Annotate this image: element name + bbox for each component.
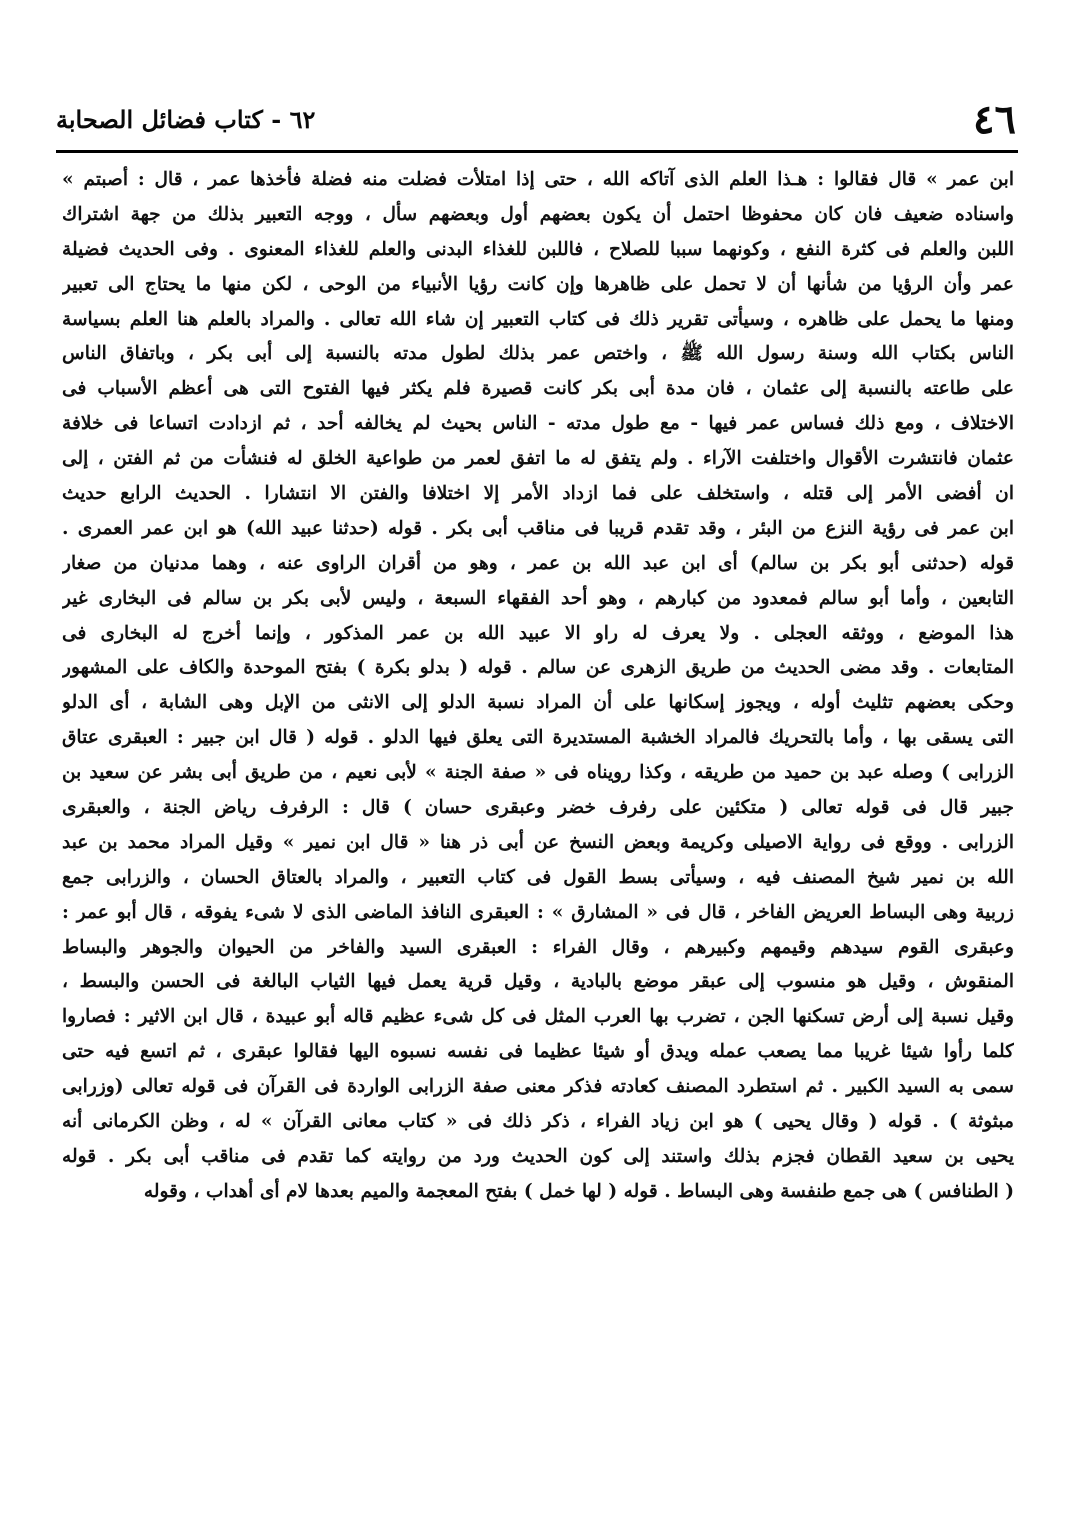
text-line: الاختلاف ، ومع ذلك فساس عمر فيها - مع طول مدته - الناس بحيث لم يخالفه أحد ، ثم ازدادت اتساعا فى خلافة [62,413,1014,435]
text-line: ابن عمر فى رؤية النزع من البئر ، وقد تقدم قريبا فى مناقب أبى بكر . قوله (حدثنا عبيد الله) هو ابن عمر العمرى . [62,517,1014,539]
text-line: الزرابى ) وصله عبد بن حميد من طريقه ، وكذا رويناه فى « صفة الجنة » لأبى نعيم ، من طريق أبى بشر عن سعيد بن [62,762,1014,784]
text-line: وعبقرى القوم سيدهم وقيمهم وكبيرهم ، وقال الفراء : العبقرى السيد والفاخر من الحيوان والجوهر والبساط [62,936,1014,958]
running-head: ٦٢ - كتاب فضائل الصحابة [56,105,316,134]
text-line: مبثوثة ) . قوله ( وقال يحيى ) هو ابن زياد الفراء ، ذكر ذلك فى « كتاب معانى القرآن » له ، وظن الكرمانى أنه [62,1111,1014,1133]
text-line: ( الطنافس ) هى جمع طنفسة وهى البساط . قوله ( لها خمل ) بفتح المعجمة والميم بعدها لام أى أهداب ، وقوله [143,1180,1014,1202]
text-line: قوله (حدثنى أبو بكر بن سالم) أى ابن عبد الله بن عمر ، وهو من أقران الراوى عنه ، وهما مدنيان من صغار [62,552,1014,574]
text-line: عثمان فانتشرت الأقوال واختلفت الآراء . ولم يتفق له ما اتفق لعمر من طواعية الخلق له فنشأت من ثم الفتن ، إلى [62,448,1014,470]
text-line: المنقوش ، وقيل هو منسوب إلى عبقر موضع بالبادية ، وقيل قرية يعمل فيها الثياب البالغة فى الحسن والبسط ، [62,971,1014,993]
text-line: وقيل نسبة إلى أرض تسكنها الجن ، تضرب بها العرب المثل فى كل شىء عظيم قاله أبو عبيدة ، قال ابن الاثير : فصاروا [62,1006,1014,1028]
text-line: الله بن نمير شيخ المصنف فيه ، وسيأتى بسط القول فى كتاب التعبير ، والمراد بالعتاق الحسان ، والزرابى جمع [62,866,1014,888]
text-line: سمى به السيد الكبير . ثم استطرد المصنف كعادته فذكر معنى صفة الزرابى الواردة فى القرآن فى قوله تعالى (وزرابى [62,1076,1014,1098]
text-line: وحكى بعضهم تثليث أوله ، ويجوز إسكانها على أن المراد نسبة الدلو إلى الانثى من الإبل وهى الشابة ، أى الدلو [62,692,1014,714]
text-line: ان أفضى الأمر إلى قتله ، واستخلف على فما ازداد الأمر إلا اختلافا والفتن الا انتشارا . الحديث الرابع حديث [62,483,1014,505]
text-line: اللبن والعلم فى كثرة النفع ، وكونهما سببا للصلاح ، فاللبن للغذاء البدنى والعلم للغذاء المعنوى . وفى الحديث فضيلة [62,238,1014,260]
body-text [62,163,1014,1210]
page-header [56,92,1016,148]
page-number: ٤٦ [973,96,1016,143]
text-line: هذا الموضع ، ووثقه العجلى . ولا يعرف له راو الا عبيد الله بن عمر المذكور ، وإنما أخرج له البخارى فى [62,622,1014,644]
text-line: التابعين ، وأما أبو سالم فمعدود من كبارهم ، وهو أحد الفقهاء السبعة ، وليس لأبى بكر بن سالم فى البخارى غير [62,587,1014,609]
text-line: واسناده ضعيف فان كان محفوظا احتمل أن يكون بعضهم أول وبعضهم سأل ، ووجه التعبير بذلك من جهة اشتراك [62,203,1014,225]
text-line: كلما رأوا شيئا غريبا مما يصعب عمله ويدق أو شيئا عظيما فى نفسه نسبوه اليها فقالوا عبقرى ، ثم اتسع فيه حتى [62,1041,1014,1063]
text-line: الناس بكتاب الله وسنة رسول الله ﷺ ، واختص عمر بذلك لطول مدته بالنسبة إلى أبى بكر ، وباتفاق الناس [62,343,1014,365]
text-line: ابن عمر » قال فقالوا : هـذا العلم الذى آتاكه الله ، حتى إذا امتلأت فضلت منه فضلة فأخذها عمر ، قال : أصبتم » [62,169,1014,190]
scan-speck [1057,62,1061,76]
text-line: ومنها ما يحمل على ظاهره ، وسيأتى تقرير ذلك فى كتاب التعبير إن شاء الله تعالى . والمراد بالعلم هنا العلم بسياسة [62,308,1014,330]
text-line: المتابعات . وقد مضى الحديث من طريق الزهرى عن سالم . قوله ( بدلو بكرة ) بفتح الموحدة والكاف على المشهور [62,657,1014,679]
header-rule [56,150,1018,153]
text-line: زربية وهى البساط العريض الفاخر ، قال فى « المشارق » : العبقرى النافذ الماضى الذى لا شىء يفوقه ، قال أبو عمر : [62,901,1014,923]
text-line: جبير قال فى قوله تعالى ( متكئين على رفرف خضر وعبقرى حسان ) قال : الرفرف رياض الجنة ، والعبقرى [62,797,1014,819]
text-line: على طاعته بالنسبة إلى عثمان ، فان مدة أبى بكر كانت قصيرة فلم يكثر فيها الفتوح التى هى أعظم الأسباب فى [62,378,1014,400]
text-line: الزرابى . ووقع فى رواية الاصيلى وكريمة وبعض النسخ عن أبى ذر هنا « قال ابن نمير » وقيل المراد محمد بن عبد [62,831,1014,853]
text-line: التى يسقى بها ، وأما بالتحريك فالمراد الخشبة المستديرة التى يعلق فيها الدلو . قوله ( قال ابن جبير : العبقرى عتاق [62,727,1014,749]
text-line: عمر وأن الرؤيا من شأنها أن لا تحمل على ظاهرها وإن كانت رؤيا الأنبياء من الوحى ، لكن منها ما يحتاج الى تعبير [62,273,1014,295]
text-line: يحيى بن سعيد القطان فجزم بذلك واستند إلى كون الحديث ورد من روايته كما تقدم فى مناقب أبى بكر . قوله [62,1145,1014,1167]
